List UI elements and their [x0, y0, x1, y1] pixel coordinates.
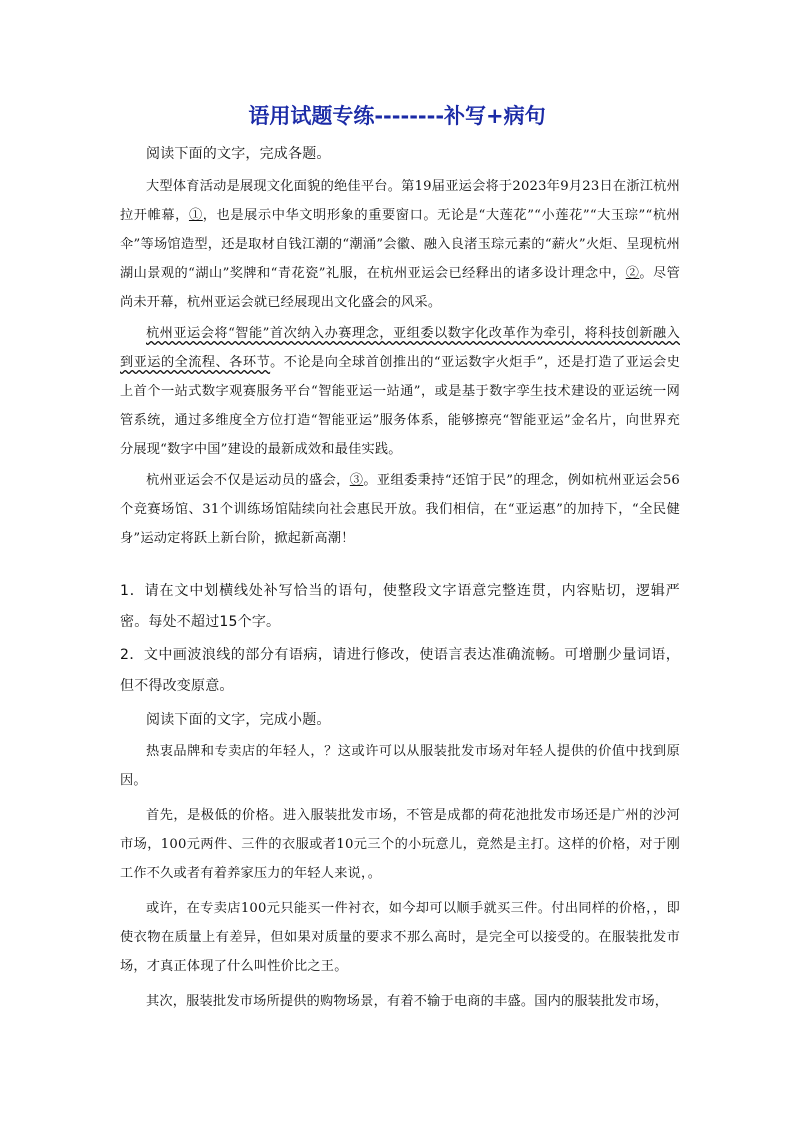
paragraph-1-part-a: 大型体育活动是展现文化面貌的绝佳平台。第19届亚运会将于2023年9月23日在浙江杭州拉开帷幕，	[120, 179, 680, 223]
section2-intro-text: 阅读下面的文字，完成小题。	[146, 712, 331, 728]
section2-paragraph-4: 其次，服装批发市场所提供的购物场景，有着不输于电商的丰盛。国内的服装批发市场，	[146, 994, 669, 1009]
paragraph-2	[120, 319, 680, 464]
section1-passage	[120, 172, 680, 553]
blank-marker-2: ②	[625, 266, 640, 281]
question-2: 2．文中画波浪线的部分有语病，请进行修改，使语言表达准确流畅。可增删少量词语，但不得改变原意。	[120, 647, 680, 694]
wavy-underlined-sentence: 杭州亚运会将“智能”首次纳入办赛理念，亚组委以数字化改革作为牵引，将科技创新融入到亚运的全流程、各环节	[120, 326, 680, 370]
paragraph-3-part-a: 杭州亚运会不仅是运动员的盛会，	[146, 473, 350, 488]
paragraph-1-part-c: 。尽管尚未开幕，杭州亚运会就已经展现出文化盛会的风采。	[120, 266, 681, 310]
paragraph-1	[120, 172, 680, 317]
question-1: 1．请在文中划横线处补写恰当的语句，使整段文字语意完整连贯，内容贴切，逻辑严密。每处不超过15个字。	[120, 583, 680, 630]
paragraph-3	[120, 466, 680, 553]
section2-paragraph-2: 首先，是极低的价格。进入服装批发市场，不管是成都的荷花池批发市场还是广州的沙河市场，100元两件、三件的衣服或者10元三个的小玩意儿，竟然是主打。这样的价格，对于刚工作不久或者有着养家压力的年轻人来说，。	[120, 808, 680, 881]
section2-passage	[120, 737, 680, 1016]
section2-intro	[120, 706, 680, 735]
page-title: 语用试题专练--------补写+病句	[248, 104, 546, 128]
section2-paragraph-1: 热衷品牌和专卖店的年轻人，？这或许可以从服装批发市场对年轻人提供的价值中找到原因。	[120, 744, 680, 788]
blank-marker-3: ③	[349, 473, 364, 488]
section2-paragraph-3: 或许，在专卖店100元只能买一件衬衣，如今却可以顺手就买三件。付出同样的价格，，即使衣物在质量上有差异，但如果对质量的要求不那么高时，是完全可以接受的。在服装批发市场，才真正体现了什么叫性价比之王。	[120, 901, 680, 974]
blank-marker-1: ①	[188, 208, 203, 223]
section1-intro-text: 阅读下面的文字，完成各题。	[146, 146, 331, 162]
section1-intro	[120, 140, 680, 169]
paragraph-2-rest: 。不论是向全球首创推出的“亚运数字火炬手”，还是打造了亚运会史上首个一站式数字观赛服务平台“智能亚运一站通”，或是基于数字孪生技术建设的亚运统一网管系统，通过多维度全方位打造“智能亚运”服务体系，能够擦亮“智能亚运”金名片，向世界充分展现“数字中国”建设的最新成效和最佳实践。	[120, 355, 680, 457]
paragraph-1-part-b: ，也是展示中华文明形象的重要窗口。无论是“大莲花”“小莲花”“大玉琮”“杭州伞”等场馆造型，还是取材自钱江潮的“潮涌”会徽、融入良渚玉琮元素的“薪火”火炬、呈现杭州湖山景观的“湖山”奖牌和“青花瓷”礼服，在杭州亚运会已经释出的诸多设计理念中，	[120, 208, 681, 281]
paragraph-3-part-b: 。亚组委秉持“还馆于民”的理念，例如杭州亚运会56个竞赛场馆、31个训练场馆陆续向社会惠民开放。我们相信，在“亚运惠”的加持下，“全民健身”运动定将跃上新台阶，掀起新高潮！	[120, 473, 681, 546]
questions	[120, 576, 680, 702]
